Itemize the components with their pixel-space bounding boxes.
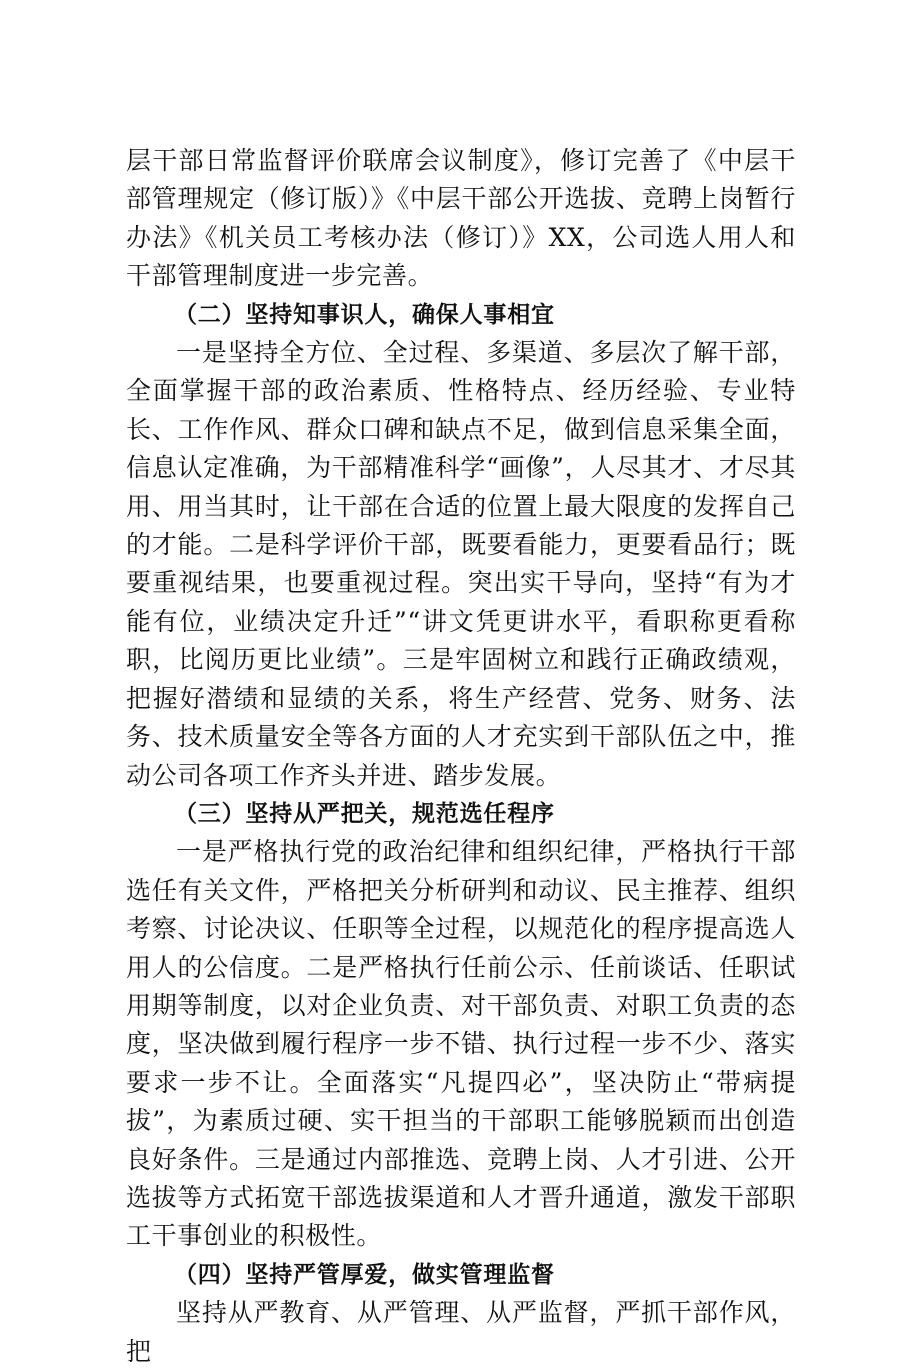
paragraph-continued: 层干部日常监督评价联席会议制度》，修订完善了《中层干部管理规定（修订版）》《中层干部公开选拔、竞聘上岗暂行办法》《机关员工考核办法（修订）》XX，公司选人用人和干部管理制度进一步完善。 — [126, 146, 796, 291]
paragraph-section-2: 一是坚持全方位、全过程、多渠道、多层次了解干部，全面掌握干部的政治素质、性格特点、经历经验、专业特长、工作作风、群众口碑和缺点不足，做到信息采集全面，信息认定准确，为干部精准科学“画像”，人尽其才、才尽其用、用当其时，让干部在合适的位置上最大限度的发挥自己的才能。二是科学评价干部，既要看能力，更要看品行；既要重视结果，也要重视过程。突出实干导向，坚持“有为才能有位，业绩决定升迁”“讲文凭更讲水平，看职称更看称职，比阅历更比业绩”。三是牢固树立和践行正确政绩观，把握好潜绩和显绩的关系，将生产经营、党务、财务、法务、技术质量安全等各方面的人才充实到干部队伍之中，推动公司各项工作齐头并进、踏步发展。 — [126, 338, 796, 790]
document-body — [126, 142, 796, 1371]
section-heading-2: （二）坚持知事识人，确保人事相宜 — [174, 301, 555, 328]
paragraph-section-4: 坚持从严教育、从严管理、从严监督，严抓干部作风，把 — [126, 1298, 796, 1366]
paragraph-section-3: 一是严格执行党的政治纪律和组织纪律，严格执行干部选任有关文件，严格把关分析研判和动议、民主推荐、组织考察、讨论决议、任职等全过程，以规范化的程序提高选人用人的公信度。二是严格执行任前公示、任前谈话、任职试用期等制度，以对企业负责、对干部负责、对职工负责的态度，坚决做到履行程序一步不错、执行过程一步不少、落实要求一步不让。全面落实“凡提四必”，坚决防止“带病提拔”，为素质过硬、实干担当的干部职工能够脱颖而出创造良好条件。三是通过内部推选、竞聘上岗、人才引进、公开选拔等方式拓宽干部选拔渠道和人才晋升通道，激发干部职工干事创业的积极性。 — [126, 837, 796, 1251]
section-heading-3: （三）坚持从严把关，规范选任程序 — [174, 800, 555, 827]
section-heading-4: （四）坚持严管厚爱，做实管理监督 — [174, 1261, 555, 1288]
